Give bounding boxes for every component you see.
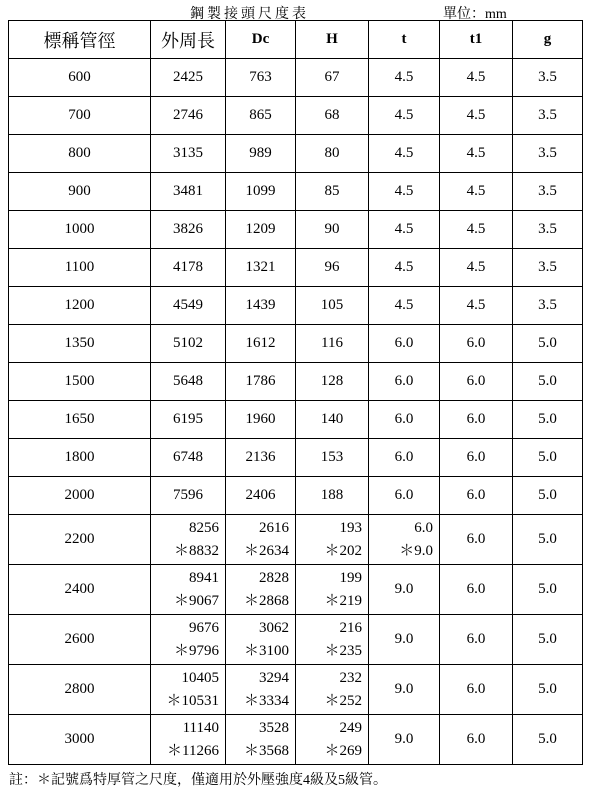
cell-g: 5.0 xyxy=(513,439,583,477)
cell-nominal-diameter: 600 xyxy=(9,59,151,97)
cell-t-value: 4.5 xyxy=(394,297,414,313)
cell-t-thick-value: ＊9.0 xyxy=(399,542,433,559)
header-dc: Dc xyxy=(226,21,296,59)
cell-h-value: 193 xyxy=(339,519,362,536)
cell-h-value: 80 xyxy=(324,145,340,161)
table-row xyxy=(9,401,583,439)
cell-t xyxy=(369,515,440,565)
cell-outer-perimeter-value: 5648 xyxy=(173,373,203,389)
cell-dc xyxy=(226,665,296,715)
cell-t1: 4.5 xyxy=(440,97,513,135)
cell-outer-perimeter xyxy=(151,249,226,287)
cell-t-value: 9.0 xyxy=(394,681,414,697)
cell-g: 5.0 xyxy=(513,325,583,363)
cell-dc-value: 2136 xyxy=(245,449,276,465)
cell-dc xyxy=(226,565,296,615)
cell-nominal-diameter: 900 xyxy=(9,173,151,211)
cell-t-value: 6.0 xyxy=(394,449,414,465)
cell-h xyxy=(296,615,369,665)
cell-t-value: 9.0 xyxy=(394,731,414,747)
cell-t1: 6.0 xyxy=(440,615,513,665)
cell-h xyxy=(296,665,369,715)
cell-h-value: 153 xyxy=(320,449,344,465)
cell-h xyxy=(296,173,369,211)
table-row xyxy=(9,477,583,515)
cell-h xyxy=(296,135,369,173)
cell-outer-perimeter-value: 4178 xyxy=(173,259,203,275)
footnote: 註：＊記號爲特厚管之尺度，僅適用於外壓強度4級及5級管。 xyxy=(9,773,387,788)
cell-t xyxy=(369,173,440,211)
cell-t-value: 4.5 xyxy=(394,259,414,275)
cell-g: 5.0 xyxy=(513,363,583,401)
table-row xyxy=(9,135,583,173)
cell-h-value: 85 xyxy=(324,183,340,199)
cell-t-value: 4.5 xyxy=(394,145,414,161)
cell-dc-value: 1612 xyxy=(245,335,276,351)
cell-dc-value: 3294 xyxy=(259,669,289,686)
header-t: t xyxy=(369,21,440,59)
cell-dc xyxy=(226,211,296,249)
cell-nominal-diameter: 700 xyxy=(9,97,151,135)
cell-dc-value: 3528 xyxy=(259,719,289,736)
cell-g: 3.5 xyxy=(513,249,583,287)
cell-dc-value: 989 xyxy=(249,145,272,161)
cell-dc xyxy=(226,173,296,211)
cell-g: 5.0 xyxy=(513,615,583,665)
table-row xyxy=(9,665,583,715)
cell-outer-perimeter-value: 3481 xyxy=(173,183,203,199)
table-row xyxy=(9,439,583,477)
cell-t1: 6.0 xyxy=(440,477,513,515)
cell-dc-value: 1786 xyxy=(245,373,276,389)
cell-h-value: 188 xyxy=(320,487,344,503)
cell-dc xyxy=(226,249,296,287)
cell-nominal-diameter: 2000 xyxy=(9,477,151,515)
table-row xyxy=(9,287,583,325)
cell-t1: 6.0 xyxy=(440,439,513,477)
table-row xyxy=(9,59,583,97)
cell-nominal-diameter: 3000 xyxy=(9,715,151,765)
cell-h xyxy=(296,477,369,515)
cell-h-value: 128 xyxy=(320,373,344,389)
cell-dc-thick-value: ＊2634 xyxy=(243,542,289,559)
cell-outer-perimeter xyxy=(151,363,226,401)
cell-h-value: 96 xyxy=(324,259,340,275)
cell-h xyxy=(296,515,369,565)
cell-outer-perimeter xyxy=(151,515,226,565)
cell-h-thick-value: ＊219 xyxy=(324,592,362,609)
cell-h xyxy=(296,715,369,765)
cell-outer-perimeter-value: 6748 xyxy=(173,449,203,465)
cell-g: 5.0 xyxy=(513,665,583,715)
unit-label: 單位：mm xyxy=(443,7,507,22)
cell-dc-value: 865 xyxy=(249,107,272,123)
cell-h xyxy=(296,211,369,249)
table-row xyxy=(9,715,583,765)
cell-dc xyxy=(226,615,296,665)
cell-h-value: 105 xyxy=(320,297,344,313)
cell-outer-perimeter xyxy=(151,173,226,211)
cell-dc-value: 2616 xyxy=(259,519,289,536)
cell-outer-perimeter-thick-value: ＊9796 xyxy=(173,642,219,659)
cell-h xyxy=(296,249,369,287)
cell-outer-perimeter xyxy=(151,59,226,97)
cell-dc xyxy=(226,477,296,515)
table-row xyxy=(9,615,583,665)
cell-outer-perimeter-thick-value: ＊11266 xyxy=(167,742,219,759)
table-row xyxy=(9,515,583,565)
header-t1: t1 xyxy=(440,21,513,59)
table-row xyxy=(9,325,583,363)
cell-outer-perimeter xyxy=(151,615,226,665)
header-outer-perimeter: 外周長 xyxy=(151,21,226,59)
cell-h xyxy=(296,439,369,477)
cell-t xyxy=(369,287,440,325)
cell-g: 3.5 xyxy=(513,135,583,173)
cell-nominal-diameter: 1800 xyxy=(9,439,151,477)
cell-t1: 4.5 xyxy=(440,211,513,249)
header-g: g xyxy=(513,21,583,59)
cell-h-value: 68 xyxy=(324,107,340,123)
cell-outer-perimeter-value: 5102 xyxy=(173,335,203,351)
cell-t1: 4.5 xyxy=(440,173,513,211)
cell-g: 3.5 xyxy=(513,59,583,97)
cell-dc-value: 1321 xyxy=(245,259,276,275)
cell-outer-perimeter xyxy=(151,97,226,135)
cell-g: 5.0 xyxy=(513,715,583,765)
cell-outer-perimeter xyxy=(151,565,226,615)
cell-dc-thick-value: ＊2868 xyxy=(243,592,289,609)
cell-dc xyxy=(226,439,296,477)
cell-h xyxy=(296,59,369,97)
cell-dc xyxy=(226,287,296,325)
cell-t1: 6.0 xyxy=(440,665,513,715)
cell-t xyxy=(369,363,440,401)
header-row xyxy=(9,21,583,59)
cell-t xyxy=(369,97,440,135)
cell-outer-perimeter-value: 8941 xyxy=(189,569,219,586)
table-header-bar xyxy=(0,3,590,21)
cell-outer-perimeter xyxy=(151,665,226,715)
steel-joint-dimension-table xyxy=(8,20,583,765)
cell-dc-value: 1209 xyxy=(245,221,276,237)
cell-dc-value: 1099 xyxy=(245,183,276,199)
cell-dc-value: 763 xyxy=(249,69,272,85)
table-row xyxy=(9,173,583,211)
cell-dc xyxy=(226,325,296,363)
cell-nominal-diameter: 1350 xyxy=(9,325,151,363)
cell-dc-thick-value: ＊3568 xyxy=(243,742,289,759)
cell-dc xyxy=(226,135,296,173)
cell-h xyxy=(296,97,369,135)
cell-t xyxy=(369,59,440,97)
cell-h-thick-value: ＊252 xyxy=(324,692,362,709)
cell-outer-perimeter-thick-value: ＊10531 xyxy=(166,692,219,709)
cell-outer-perimeter-value: 11140 xyxy=(182,719,219,736)
table-body xyxy=(9,59,583,765)
cell-h xyxy=(296,325,369,363)
table-row xyxy=(9,363,583,401)
table-row xyxy=(9,249,583,287)
cell-t-value: 4.5 xyxy=(394,221,414,237)
cell-dc-value: 2828 xyxy=(259,569,289,586)
cell-t xyxy=(369,401,440,439)
cell-t1: 6.0 xyxy=(440,515,513,565)
cell-h-value: 90 xyxy=(324,221,340,237)
cell-t-value: 4.5 xyxy=(394,107,414,123)
cell-nominal-diameter: 1650 xyxy=(9,401,151,439)
cell-outer-perimeter-value: 8256 xyxy=(189,519,219,536)
cell-t1: 6.0 xyxy=(440,363,513,401)
cell-nominal-diameter: 2400 xyxy=(9,565,151,615)
cell-g: 3.5 xyxy=(513,287,583,325)
cell-h xyxy=(296,363,369,401)
table-title: 鋼製接頭尺度表 xyxy=(190,7,309,22)
header-nominal-diameter: 標稱管徑 xyxy=(9,21,151,59)
cell-dc-value: 1439 xyxy=(245,297,276,313)
cell-g: 3.5 xyxy=(513,211,583,249)
cell-t-value: 9.0 xyxy=(394,581,414,597)
cell-t xyxy=(369,439,440,477)
cell-t1: 6.0 xyxy=(440,325,513,363)
cell-t xyxy=(369,665,440,715)
cell-t xyxy=(369,715,440,765)
cell-dc xyxy=(226,515,296,565)
table-row xyxy=(9,211,583,249)
cell-g: 5.0 xyxy=(513,401,583,439)
cell-nominal-diameter: 1000 xyxy=(9,211,151,249)
cell-t xyxy=(369,565,440,615)
cell-h-value: 67 xyxy=(324,69,340,85)
cell-outer-perimeter xyxy=(151,287,226,325)
cell-h-value: 199 xyxy=(339,569,362,586)
cell-t xyxy=(369,249,440,287)
cell-g: 5.0 xyxy=(513,515,583,565)
table-row xyxy=(9,565,583,615)
cell-nominal-diameter: 1200 xyxy=(9,287,151,325)
cell-t xyxy=(369,135,440,173)
cell-dc-value: 3062 xyxy=(259,619,289,636)
cell-dc xyxy=(226,401,296,439)
cell-h-thick-value: ＊202 xyxy=(324,542,362,559)
cell-dc xyxy=(226,97,296,135)
cell-h-value: 140 xyxy=(320,411,344,427)
cell-g: 5.0 xyxy=(513,565,583,615)
cell-t-value: 6.0 xyxy=(394,373,414,389)
cell-outer-perimeter xyxy=(151,477,226,515)
cell-outer-perimeter xyxy=(151,401,226,439)
cell-h xyxy=(296,287,369,325)
cell-dc-thick-value: ＊3100 xyxy=(243,642,289,659)
cell-h-value: 249 xyxy=(339,719,362,736)
cell-nominal-diameter: 2200 xyxy=(9,515,151,565)
cell-t xyxy=(369,477,440,515)
cell-h xyxy=(296,401,369,439)
cell-t-value: 6.0 xyxy=(394,335,414,351)
cell-outer-perimeter-value: 6195 xyxy=(173,411,203,427)
cell-nominal-diameter: 2800 xyxy=(9,665,151,715)
cell-dc xyxy=(226,715,296,765)
cell-g: 3.5 xyxy=(513,97,583,135)
table-row xyxy=(9,97,583,135)
cell-t-value: 4.5 xyxy=(394,183,414,199)
cell-dc-value: 1960 xyxy=(245,411,276,427)
cell-t xyxy=(369,211,440,249)
cell-t-value: 4.5 xyxy=(394,69,414,85)
cell-dc xyxy=(226,363,296,401)
cell-outer-perimeter-value: 3826 xyxy=(173,221,203,237)
cell-outer-perimeter xyxy=(151,325,226,363)
cell-outer-perimeter xyxy=(151,715,226,765)
cell-t1: 4.5 xyxy=(440,249,513,287)
cell-nominal-diameter: 1500 xyxy=(9,363,151,401)
cell-nominal-diameter: 800 xyxy=(9,135,151,173)
cell-h-value: 216 xyxy=(339,619,362,636)
cell-nominal-diameter: 1100 xyxy=(9,249,151,287)
cell-outer-perimeter xyxy=(151,439,226,477)
cell-t-value: 6.0 xyxy=(414,519,433,536)
cell-outer-perimeter-value: 2746 xyxy=(173,107,203,123)
cell-t xyxy=(369,325,440,363)
cell-outer-perimeter-value: 4549 xyxy=(173,297,203,313)
cell-t-value: 9.0 xyxy=(394,631,414,647)
cell-t1: 6.0 xyxy=(440,401,513,439)
cell-outer-perimeter xyxy=(151,135,226,173)
cell-t1: 4.5 xyxy=(440,287,513,325)
cell-outer-perimeter-thick-value: ＊9067 xyxy=(173,592,219,609)
cell-outer-perimeter-value: 9676 xyxy=(189,619,219,636)
cell-t1: 6.0 xyxy=(440,715,513,765)
cell-h-value: 232 xyxy=(339,669,362,686)
cell-nominal-diameter: 2600 xyxy=(9,615,151,665)
cell-outer-perimeter-value: 3135 xyxy=(173,145,203,161)
cell-t1: 6.0 xyxy=(440,565,513,615)
cell-t xyxy=(369,615,440,665)
cell-h-value: 116 xyxy=(321,335,343,351)
cell-dc xyxy=(226,59,296,97)
cell-dc-thick-value: ＊3334 xyxy=(243,692,289,709)
cell-g: 5.0 xyxy=(513,477,583,515)
cell-h-thick-value: ＊269 xyxy=(324,742,362,759)
cell-g: 3.5 xyxy=(513,173,583,211)
cell-outer-perimeter-value: 7596 xyxy=(173,487,203,503)
cell-h-thick-value: ＊235 xyxy=(324,642,362,659)
header-h: H xyxy=(296,21,369,59)
cell-outer-perimeter-value: 10405 xyxy=(181,669,219,686)
cell-outer-perimeter-value: 2425 xyxy=(173,69,203,85)
cell-outer-perimeter-thick-value: ＊8832 xyxy=(173,542,219,559)
cell-t1: 4.5 xyxy=(440,59,513,97)
cell-outer-perimeter xyxy=(151,211,226,249)
cell-t-value: 6.0 xyxy=(394,411,414,427)
cell-t-value: 6.0 xyxy=(394,487,414,503)
cell-t1: 4.5 xyxy=(440,135,513,173)
cell-h xyxy=(296,565,369,615)
cell-dc-value: 2406 xyxy=(245,487,276,503)
